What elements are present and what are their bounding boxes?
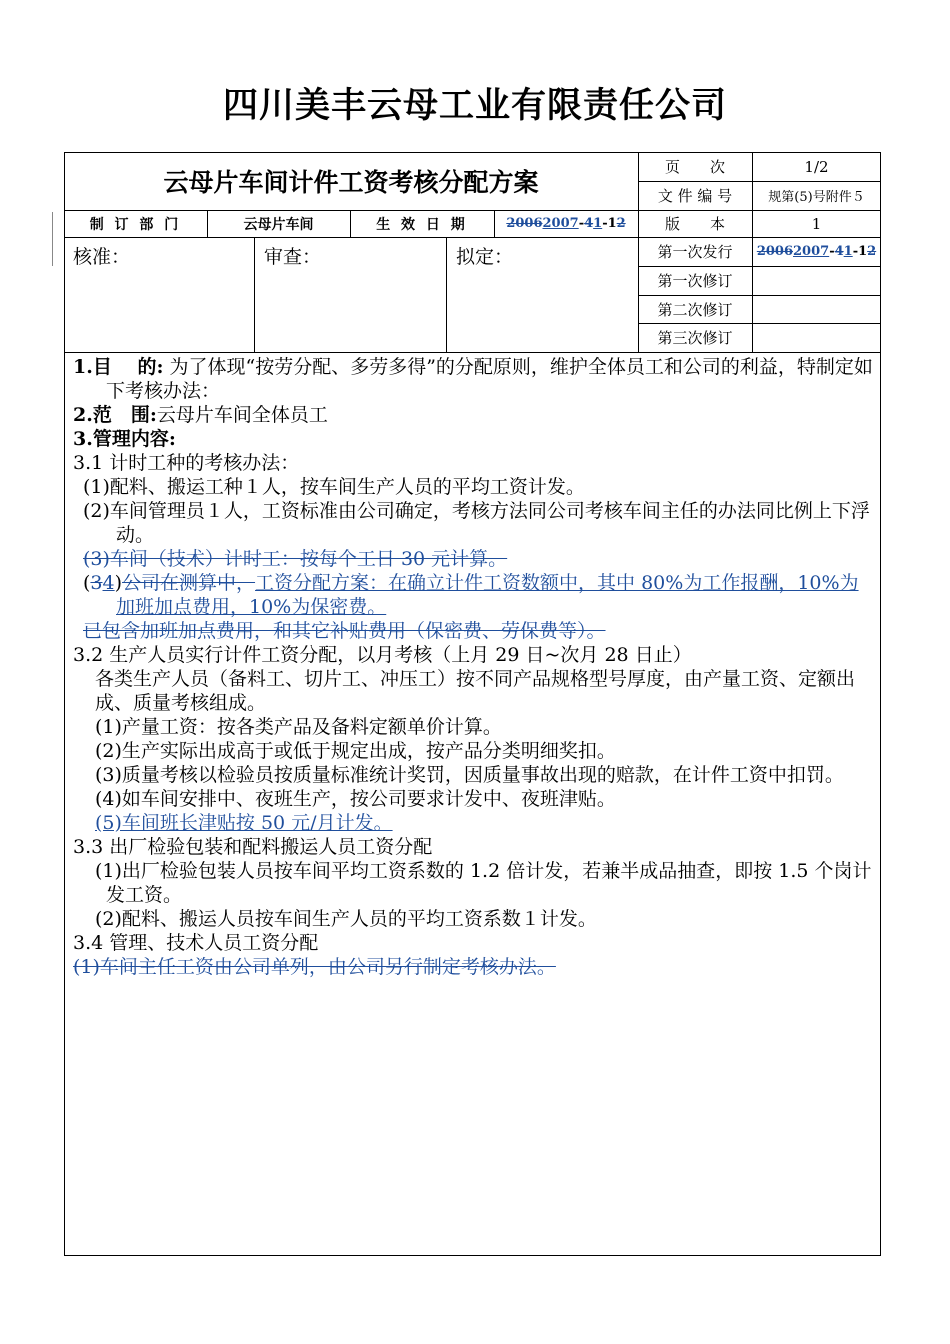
- paragraph-text: 为了体现“按劳分配、多劳多得”的分配原则，维护全体员工和公司的利益，特制定如下考核办法：: [106, 356, 873, 402]
- date-inserted: 1: [843, 244, 853, 259]
- deleted-text: (1)车间主任工资由公司单列，由公司另行制定考核办法。: [73, 956, 556, 978]
- file-no-label: 文 件 编 号: [657, 187, 733, 205]
- date-inserted: 2007: [542, 216, 579, 231]
- list-item: (2)配料、搬运人员按车间生产人员的平均工资系数１计发。: [95, 908, 597, 930]
- date-deleted: 4: [584, 216, 594, 231]
- page-label: 页 次: [664, 158, 725, 176]
- company-name: 四川美丰云母工业有限责任公司: [222, 86, 727, 126]
- deleted-text: 3: [90, 572, 103, 594]
- subsection-heading: 3.1 计时工种的考核办法：: [73, 452, 300, 474]
- section-heading: 1.目 的:: [73, 356, 164, 378]
- date-deleted: 2: [867, 244, 877, 259]
- section-heading: 2.范 围:: [73, 404, 157, 426]
- deleted-text: (3)车间（技术）计时工：按每个工日 30 元计算。: [83, 548, 508, 570]
- approve-label: 核准：: [73, 246, 131, 268]
- revision-bar: [52, 246, 53, 266]
- draft-label: 拟定：: [456, 246, 514, 268]
- list-item: [73, 571, 876, 619]
- first-issue-date: [752, 237, 881, 266]
- list-item: (1)产量工资：按各类产品及备料定额单价计算。: [95, 716, 502, 738]
- document-title: 云母片车间计件工资考核分配方案: [163, 168, 539, 197]
- date-dash: -1: [602, 216, 617, 231]
- date-dash: -: [829, 244, 835, 259]
- grid-line: [64, 352, 881, 353]
- date-deleted: 2: [616, 216, 626, 231]
- date-deleted: 4: [834, 244, 844, 259]
- version-value: 1: [811, 214, 822, 233]
- grid-line: [446, 237, 447, 352]
- section-purpose: [73, 355, 876, 403]
- first-issue-label: 第一次发行: [657, 243, 733, 261]
- rev3-label: 第三次修订: [657, 329, 733, 347]
- paragraph-text: 云母片车间全体员工: [156, 404, 328, 426]
- rev1-label: 第一次修订: [657, 272, 733, 290]
- deleted-text: 公司在测算中，: [122, 572, 256, 594]
- section-heading: 3.管理内容:: [73, 428, 176, 450]
- effective-date: [494, 210, 638, 237]
- date-dash: -1: [852, 244, 868, 259]
- effective-label: 生 效 日 期: [376, 216, 468, 233]
- date-dash: -: [578, 216, 585, 231]
- deleted-text: 已包含加班加点费用，和其它补贴费用（保密费、劳保费等）。: [83, 620, 606, 642]
- rev2-label: 第二次修订: [657, 300, 733, 319]
- version-label: 版 本: [664, 215, 725, 233]
- list-item: (1)配料、搬运工种１人，按车间生产人员的平均工资计发。: [83, 476, 585, 498]
- date-inserted: 2007: [793, 244, 830, 259]
- date-deleted: 2006: [756, 244, 793, 259]
- dept-label: 制 订 部 门: [89, 216, 182, 233]
- list-item: (4)如车间安排中、夜班生产，按公司要求计发中、夜班津贴。: [95, 788, 616, 810]
- grid-line: [254, 237, 255, 352]
- subsection-heading: 3.3 出厂检验包装和配料搬运人员工资分配: [73, 836, 433, 858]
- subsection-heading: 3.4 管理、技术人员工资分配: [73, 932, 319, 954]
- list-number: ): [114, 572, 123, 594]
- dept-value: 云母片车间: [243, 216, 314, 233]
- file-no-value: 规第(5)号附件５: [768, 190, 865, 205]
- list-number: (: [83, 572, 91, 594]
- page-value: 1/2: [804, 157, 829, 176]
- section-scope: [73, 403, 876, 427]
- subsection-heading: 3.2 生产人员实行计件工资分配，以月考核（上月 29 日~次月 28 日止）: [73, 644, 692, 666]
- inserted-text: 4: [102, 572, 115, 594]
- list-item: (2)生产实际出成高于或低于规定出成，按产品分类明细奖扣。: [95, 740, 616, 762]
- list-item: (3)质量考核以检验员按质量标准统计奖罚，因质量事故出现的赔款，在计件工资中扣罚。: [95, 764, 844, 786]
- inserted-text: 工资分配方案：在确立计件工资数额中，其中 80%为工作报酬，10%为加班加点费用，10%为保密费。: [116, 572, 859, 618]
- list-item: (2)车间管理员１人，工资标准由公司确定，考核方法同公司考核车间主任的办法同比例上下浮动。: [83, 500, 870, 546]
- list-item: (1)出厂检验包装人员按车间平均工资系数的 1.2 倍计发，若兼半成品抽查，即按 1.5 个岗计发工资。: [95, 860, 872, 906]
- date-deleted: 2006: [506, 216, 543, 231]
- inserted-text: (5)车间班长津贴按 50 元/月计发。: [95, 812, 393, 834]
- date-inserted: 1: [593, 216, 603, 231]
- document-body: [73, 355, 876, 979]
- review-label: 审查：: [264, 246, 322, 268]
- paragraph-text: 各类生产人员（备料工、切片工、冲压工）按不同产品规格型号厚度，由产量工资、定额出成、质量考核组成。: [95, 668, 856, 714]
